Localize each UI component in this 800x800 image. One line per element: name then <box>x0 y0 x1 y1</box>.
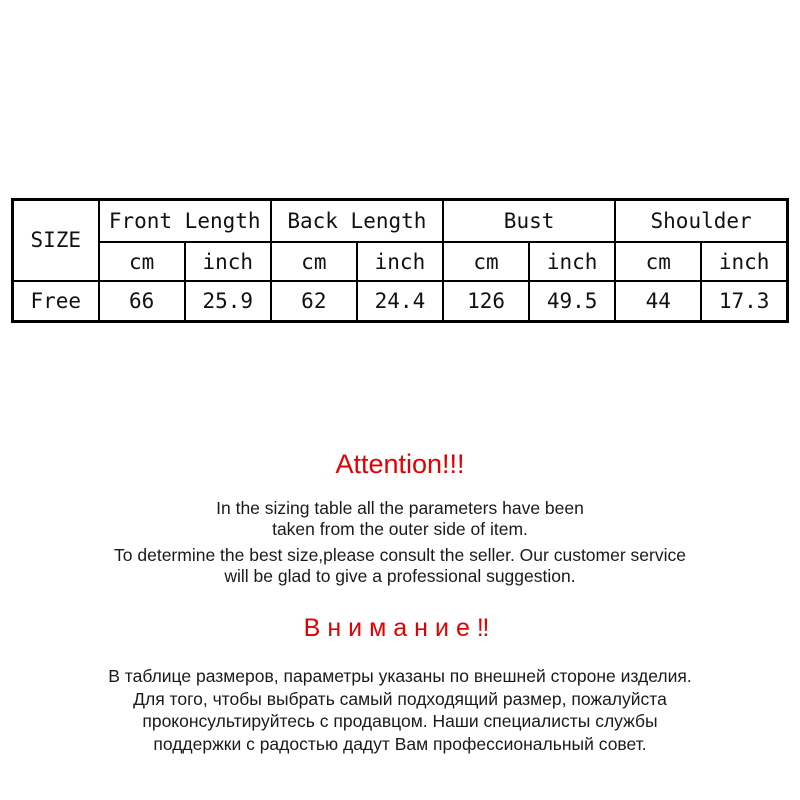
notice-line: taken from the outer side of item. <box>272 519 528 539</box>
notice-paragraph-ru <box>0 665 800 755</box>
notice-paragraph-2 <box>0 545 800 587</box>
attention-title: Attention!!! <box>335 449 465 479</box>
value-cell: 44 <box>615 281 701 322</box>
bust-header: Bust <box>443 200 615 243</box>
notice-line: In the sizing table all the parameters have been <box>216 498 584 518</box>
value-cell: 24.4 <box>357 281 443 322</box>
table-row <box>13 281 788 322</box>
header-row <box>13 200 788 243</box>
unit-cell: cm <box>615 242 701 280</box>
notice-line-ru: проконсультируйтесь с продавцом. Наши специалисты службы <box>142 711 658 731</box>
row-size-label: Free <box>13 281 99 322</box>
value-cell: 17.3 <box>701 281 787 322</box>
value-cell: 66 <box>99 281 185 322</box>
unit-cell: inch <box>529 242 615 280</box>
size-chart-table <box>11 198 789 323</box>
shoulder-header: Shoulder <box>615 200 787 243</box>
back-length-header: Back Length <box>271 200 443 243</box>
unit-cell: cm <box>271 242 357 280</box>
notice-line: To determine the best size,please consult the seller. Our customer service <box>114 545 686 565</box>
value-cell: 25.9 <box>185 281 271 322</box>
value-cell: 126 <box>443 281 529 322</box>
unit-cell: inch <box>701 242 787 280</box>
notice-line-ru: В таблице размеров, параметры указаны по внешней стороне изделия. <box>108 666 692 686</box>
value-cell: 62 <box>271 281 357 322</box>
notice-line-ru: Для того, чтобы выбрать самый подходящий размер, пожалуйста <box>133 688 667 709</box>
unit-row <box>13 242 788 280</box>
notice-line-ru: поддержки с радостью дадут Вам профессиональный совет. <box>153 733 647 754</box>
unit-cell: cm <box>99 242 185 280</box>
notice-paragraph-1 <box>0 498 800 540</box>
notice-line: will be glad to give a professional suggestion. <box>224 566 576 586</box>
front-length-header: Front Length <box>99 200 271 243</box>
size-header: SIZE <box>13 200 99 281</box>
unit-cell: cm <box>443 242 529 280</box>
value-cell: 49.5 <box>529 281 615 322</box>
unit-cell: inch <box>185 242 271 280</box>
attention-title-ru: Внимание‼ <box>303 614 497 642</box>
unit-cell: inch <box>357 242 443 280</box>
